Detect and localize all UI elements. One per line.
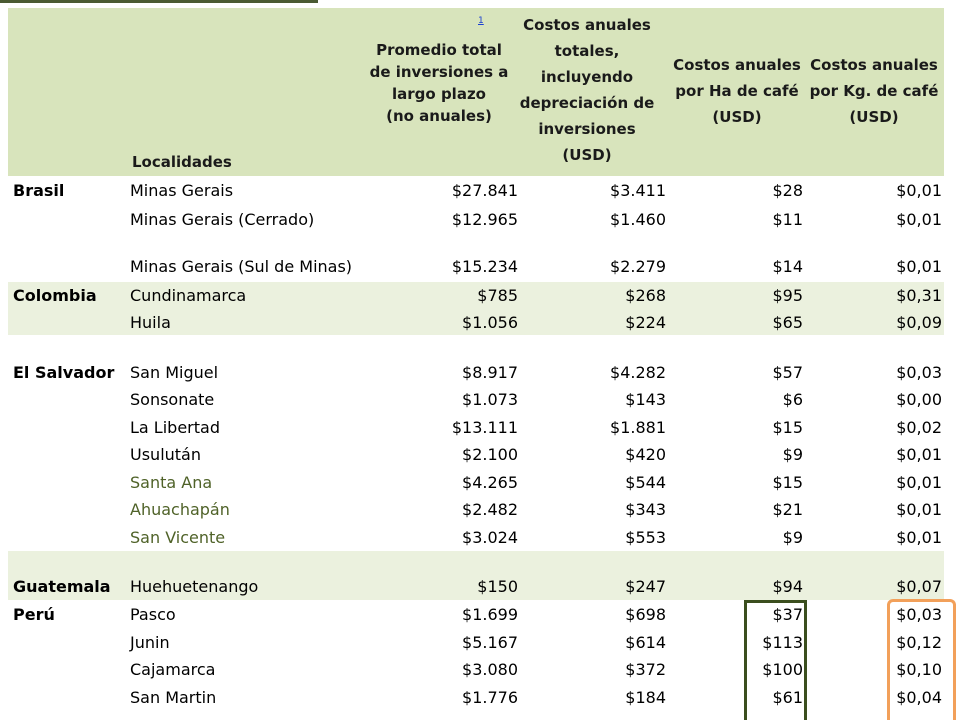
costos-ha-cell: $9	[782, 528, 803, 547]
country-cell: Perú	[13, 605, 55, 624]
inversiones-cell: $8.917	[462, 363, 518, 382]
costos-kg-cell: $0,01	[896, 445, 942, 464]
costos-ha-cell: $113	[762, 633, 803, 652]
inversiones-cell: $15.234	[451, 257, 518, 276]
costos-totales-cell: $4.282	[610, 363, 666, 382]
costos-totales-cell: $247	[625, 577, 666, 596]
table-row	[8, 309, 944, 337]
costos-ha-cell: $21	[772, 500, 803, 519]
costos-totales-cell: $698	[625, 605, 666, 624]
costos-totales-cell: $2.279	[610, 257, 666, 276]
costos-totales-cell: $343	[625, 500, 666, 519]
costos-kg-cell: $0,01	[896, 528, 942, 547]
costos-totales-cell: $143	[625, 390, 666, 409]
table-row	[8, 573, 944, 601]
location-cell: Minas Gerais (Sul de Minas)	[130, 257, 353, 276]
location-cell: Pasco	[130, 605, 176, 624]
costos-kg-cell: $0,31	[896, 286, 942, 305]
header-col-inversiones: Promedio total de inversiones a largo plazo (no anuales)	[369, 41, 509, 125]
table-row	[8, 441, 944, 469]
location-cell: Minas Gerais	[130, 181, 234, 200]
costos-totales-cell: $372	[625, 660, 666, 679]
costos-ha-cell: $100	[762, 660, 803, 679]
costos-ha-cell: $95	[772, 286, 803, 305]
inversiones-cell: $3.024	[462, 528, 518, 547]
table-row	[8, 253, 944, 281]
highlight-box-ha	[744, 600, 807, 720]
table-header	[8, 8, 944, 176]
table-row	[8, 386, 944, 414]
inversiones-cell: $3.080	[462, 660, 518, 679]
costos-kg-cell: $0,01	[896, 257, 942, 276]
costos-ha-cell: $15	[772, 418, 803, 437]
costos-kg-cell: $0,12	[896, 633, 942, 652]
location-cell: San Martin	[130, 688, 217, 707]
costos-kg-cell: $0,01	[896, 500, 942, 519]
table-row	[8, 414, 944, 442]
location-cell: Huila	[130, 313, 171, 332]
header-col-costos-ha: Costos anuales por Ha de café (USD)	[673, 56, 801, 126]
inversiones-cell: $1.056	[462, 313, 518, 332]
location-cell: Sonsonate	[130, 390, 215, 409]
costos-kg-cell: $0,09	[896, 313, 942, 332]
costos-ha-cell: $11	[772, 210, 803, 229]
costos-kg-cell: $0,01	[896, 210, 942, 229]
inversiones-cell: $27.841	[451, 181, 518, 200]
country-cell: Colombia	[13, 286, 97, 305]
inversiones-cell: $150	[477, 577, 518, 596]
inversiones-cell: $1.699	[462, 605, 518, 624]
header-localidades: Localidades	[132, 153, 232, 171]
location-cell: San Miguel	[130, 363, 219, 382]
location-cell: Cundinamarca	[130, 286, 247, 305]
inversiones-cell: $1.776	[462, 688, 518, 707]
costos-ha-cell: $15	[772, 473, 803, 492]
costos-totales-cell: $544	[625, 473, 666, 492]
costos-kg-cell: $0,03	[896, 363, 942, 382]
costos-ha-cell: $94	[772, 577, 803, 596]
inversiones-cell: $4.265	[462, 473, 518, 492]
inversiones-cell: $2.482	[462, 500, 518, 519]
costos-ha-cell: $28	[772, 181, 803, 200]
costos-totales-cell: $420	[625, 445, 666, 464]
costos-ha-cell: $57	[772, 363, 803, 382]
inversiones-cell: $12.965	[451, 210, 518, 229]
costos-kg-cell: $0,07	[896, 577, 942, 596]
top-accent-bar	[0, 0, 318, 3]
costos-totales-cell: $553	[625, 528, 666, 547]
costos-totales-cell: $1.460	[610, 210, 666, 229]
country-cell: Guatemala	[13, 577, 111, 596]
costos-totales-cell: $184	[625, 688, 666, 707]
location-cell: Junin	[130, 633, 170, 652]
costos-kg-cell: $0,03	[896, 605, 942, 624]
location-cell: San Vicente	[130, 528, 226, 547]
location-cell: La Libertad	[130, 418, 220, 437]
table-row	[8, 524, 944, 552]
table-row	[8, 496, 944, 524]
costos-totales-cell: $614	[625, 633, 666, 652]
highlight-box-kg	[887, 599, 956, 720]
header-col-costos-kg: Costos anuales por Kg. de café (USD)	[809, 56, 939, 126]
header-col-costos-totales: Costos anuales totales, incluyendo depreciación de inversiones (USD)	[519, 16, 655, 164]
inversiones-cell: $5.167	[462, 633, 518, 652]
location-cell: Cajamarca	[130, 660, 216, 679]
costos-kg-cell: $0,01	[896, 181, 942, 200]
costos-totales-cell: $268	[625, 286, 666, 305]
country-cell: Brasil	[13, 181, 65, 200]
costos-kg-cell: $0,10	[896, 660, 942, 679]
costos-ha-cell: $65	[772, 313, 803, 332]
costos-ha-cell: $6	[782, 390, 803, 409]
costos-ha-cell: $61	[772, 688, 803, 707]
costos-kg-cell: $0,04	[896, 688, 942, 707]
country-cell: El Salvador	[13, 363, 115, 382]
costos-totales-cell: $224	[625, 313, 666, 332]
inversiones-cell: $13.111	[451, 418, 518, 437]
table-row	[8, 282, 944, 310]
costos-totales-cell: $3.411	[610, 181, 666, 200]
table-row	[8, 469, 944, 497]
costos-kg-cell: $0,00	[896, 390, 942, 409]
costos-totales-cell: $1.881	[610, 418, 666, 437]
location-cell: Minas Gerais (Cerrado)	[130, 210, 315, 229]
inversiones-cell: $1.073	[462, 390, 518, 409]
location-cell: Usulután	[130, 445, 201, 464]
location-cell: Huehuetenango	[130, 577, 259, 596]
costos-kg-cell: $0,01	[896, 473, 942, 492]
footnote-link[interactable]: 1	[478, 16, 484, 26]
location-cell: Santa Ana	[130, 473, 213, 492]
table-row	[8, 206, 944, 234]
location-cell: Ahuachapán	[130, 500, 230, 519]
table-row	[8, 177, 944, 205]
costos-ha-cell: $14	[772, 257, 803, 276]
inversiones-cell: $2.100	[462, 445, 518, 464]
costos-kg-cell: $0,02	[896, 418, 942, 437]
costos-ha-cell: $37	[772, 605, 803, 624]
table-row	[8, 359, 944, 387]
costos-ha-cell: $9	[782, 445, 803, 464]
inversiones-cell: $785	[477, 286, 518, 305]
